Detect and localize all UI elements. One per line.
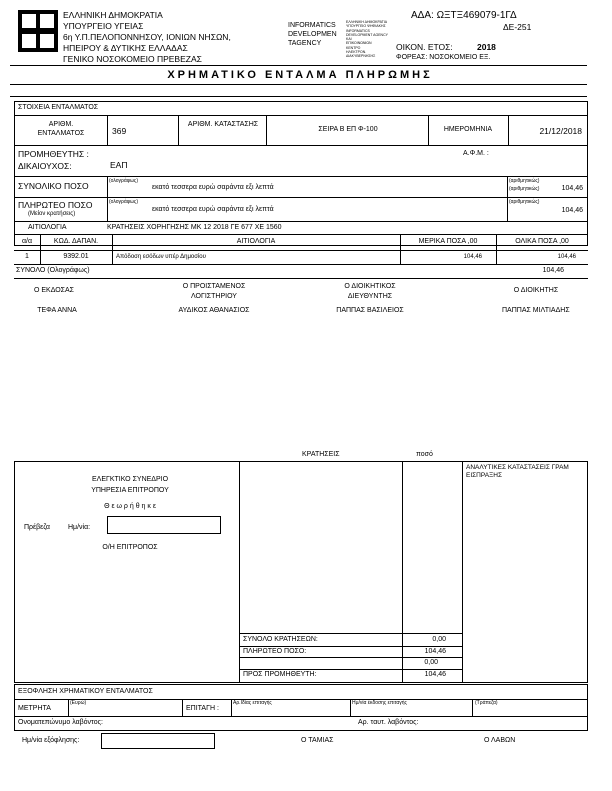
title-rule — [10, 84, 587, 85]
fiscal-year-label: ΟΙΚΟΝ. ΕΤΟΣ: — [396, 42, 453, 52]
table-row-partial: 104,46 — [463, 254, 482, 260]
settlement-rule — [14, 716, 588, 717]
afm-label: Α.Φ.Μ. : — [463, 150, 489, 157]
reason-text: ΚΡΑΤΗΣΕΙΣ ΧΟΡΗΓΗΣΗΣ ΜΚ 12 2018 ΓΕ 677 ΧΕ 1560 — [107, 224, 282, 231]
payable-amount: 104,46 — [561, 207, 583, 214]
cash-label: ΜΕΤΡΗΤΑ — [18, 705, 51, 712]
emblem-logo — [18, 10, 58, 52]
ada-code: ΑΔΑ: ΩΞΤΞ469079-1ΓΔ — [411, 10, 517, 21]
signer-role-accounting: Ο ΠΡΟΙΣΤΑΜΕΝΟΣ ΛΟΓΙΣΤΗΡΙΟΥ — [182, 283, 246, 300]
ida-logo-line-3: TAGENCY — [288, 40, 322, 47]
total-words-label: (ολογράφως) — [109, 178, 139, 184]
ida-small-text: ΕΛΛΗΝΙΚΗ ΔΗΜΟΚΡΑΤΙΑ ΥΠΟΥΡΓΕΙΟ ΨΗΦΙΑΚΗΣ INFORMATICS DEVELOPMENT AGENCY ΚΑΙ ΕΠΙΚΟΙΝΩΝΙΩΝ ΚΕΝΤΡΟ ΗΛΕΚΤΡΟΝ. ΔΙΑΚΥΒΕΡΝΗΣΗΣ — [346, 20, 388, 59]
cheque-date-label: Ημ/νία έκδοσης επιταγής — [352, 700, 407, 706]
table-rule — [14, 234, 588, 235]
table-row-code: 9392.01 — [63, 253, 89, 260]
cheque-label: ΕΠΙΤΑΓΗ : — [186, 705, 219, 712]
beneficiary: ΕΑΠ — [110, 160, 128, 170]
totals-rule — [239, 657, 462, 658]
signer-role-issuer: Ο ΕΚΔΟΣΑΣ — [33, 287, 75, 294]
total-words: εκατό τεσσερα ευρώ σαράντα εξι λεπτά — [152, 184, 274, 191]
col-header-desc: ΑΙΤΙΟΛΟΓΙΑ — [236, 238, 276, 245]
row-rule — [14, 115, 588, 116]
treasurer-label: Ο ΤΑΜΙΑΣ — [301, 737, 334, 744]
order-details-box — [14, 101, 588, 246]
status-no-label: ΑΡΙΘΜ. ΚΑΤΑΣΤΑΣΗΣ — [187, 121, 259, 128]
totals-label-payable: ΠΛΗΡΩΤΕΟ ΠΟΣΟ: — [243, 648, 307, 655]
audit-col-rule — [462, 461, 463, 683]
receiver-label: Ο ΛΑΒΩΝ — [484, 737, 516, 744]
table-rule — [14, 250, 588, 251]
recipient-label: Ονοματεπώνυμο λαβόντος: — [18, 719, 103, 726]
sum-label: ΣΥΝΟΛΟ (Ολογράφως) — [16, 267, 90, 274]
fiscal-year: 2018 — [477, 42, 496, 52]
settle-date-label: Ημ/νία εξόφλησης: — [22, 737, 80, 744]
settlement-col-rule — [231, 699, 232, 716]
settlement-col-rule — [182, 699, 183, 716]
col-rule — [508, 115, 509, 145]
table-rule — [14, 278, 588, 279]
total-label: ΣΥΝΟΛΙΚΟ ΠΟΣΟ — [18, 181, 89, 191]
settlement-rule — [14, 699, 588, 700]
document-title: ΧΡΗΜΑΤΙΚΟ ΕΝΤΑΛΜΑ ΠΛΗΡΩΜΗΣ — [167, 69, 433, 81]
ministry-line-5: ΓΕΝΙΚΟ ΝΟΣΟΚΟΜΕΙΟ ΠΡΕΒΕΖΑΣ — [63, 54, 202, 64]
col-header-partial: ΜΕΡΙΚΑ ΠΟΣΑ ,00 — [418, 238, 478, 245]
order-no-label: ΑΡΙΘΜ. ΕΝΤΑΛΜΑΤΟΣ — [37, 121, 85, 137]
date-label: ΗΜΕΡΟΜΗΝΙΑ — [443, 126, 493, 133]
ministry-line-4: ΗΠΕΙΡΟΥ & ΔΥΤΙΚΗΣ ΕΛΛΑΔΑΣ — [63, 43, 188, 53]
audit-reviewed: Θ ε ω ρ ή θ η κ ε — [104, 503, 156, 510]
table-row-total: 104,46 — [557, 254, 576, 260]
col-header-total: ΟΛΙΚΑ ΠΟΣΑ ,00 — [515, 238, 569, 245]
order-no: 369 — [112, 126, 127, 136]
ida-logo-line-2: DEVELOPMEN — [288, 31, 337, 38]
audit-date-field[interactable] — [107, 516, 221, 534]
col-header-aa: α/α — [21, 238, 33, 245]
col-header-code: ΚΩΔ. ΔΑΠΑΝ. — [53, 238, 99, 245]
totals-value-supplier: 104,46 — [424, 671, 446, 678]
payable-words-label: (ολογράφως) — [109, 199, 139, 205]
payable-label: ΠΛΗΡΩΤΕΟ ΠΟΣΟ — [18, 200, 93, 210]
euro-label: (Ευρώ) — [70, 700, 87, 706]
col-rule — [178, 115, 179, 145]
total-digits-label-2: (αριθμητικώς) — [509, 186, 540, 192]
totals-label-deductions: ΣΥΝΟΛΟ ΚΡΑΤΗΣΕΩΝ: — [243, 636, 318, 643]
total-digits-label: (αριθμητικώς) — [509, 178, 540, 184]
payable-words: εκατό τεσσερα ευρώ σαράντα εξι λεπτά — [152, 206, 274, 213]
row-rule — [14, 145, 588, 146]
signer-name-governor: ΠΑΠΠΑΣ ΜΙΛΤΙΑΔΗΣ — [502, 307, 570, 314]
title-rule-2 — [10, 96, 587, 97]
col-rule — [107, 176, 108, 221]
deductions-label: ΚΡΑΤΗΣΕΙΣ — [302, 451, 340, 458]
totals-rule — [239, 669, 462, 670]
ministry-line-1: ΕΛΛΗΝΙΚΗ ΔΗΜΟΚΡΑΤΙΑ — [63, 10, 163, 20]
audit-commissioner: Ο/Η ΕΠΙΤΡΟΠΟΣ — [102, 544, 158, 551]
ida-logo-line-1: INFORMATICS — [288, 22, 336, 29]
cheque-no-label: Αρ.Ιδίας επιταγής — [233, 700, 272, 706]
audit-col-rule — [239, 461, 240, 683]
agency: ΦΟΡΕΑΣ: ΝΟΣΟΚΟΜΕΙΟ ΕΞ. — [396, 54, 491, 61]
signer-name-accounting: ΑΥΔΙΚΟΣ ΑΘΑΝΑΣΙΟΣ — [178, 307, 250, 314]
totals-rule — [239, 633, 462, 634]
row-rule — [14, 197, 588, 198]
audit-place: Πρέβεζα — [24, 524, 50, 531]
total-amount: 104,46 — [561, 185, 583, 192]
analytic-label: ΑΝΑΛΥΤΙΚΕΣ ΚΑΤΑΣΤΑΣΕΙΣ ΓΡΑΜ ΕΙΣΠΡΑΞΗΣ — [466, 464, 569, 479]
settlement-title: ΕΞΟΦΛΗΣΗ ΧΡΗΜΑΤΙΚΟΥ ΕΝΤΑΛΜΑΤΟΣ — [18, 688, 153, 695]
table-rule — [14, 264, 588, 265]
totals-value-payable: 104,46 — [424, 648, 446, 655]
order-date: 21/12/2018 — [539, 126, 582, 136]
reason-label: ΑΙΤΙΟΛΟΓΙΑ — [28, 224, 67, 231]
settlement-col-rule — [350, 699, 351, 716]
settlement-col-rule — [68, 699, 69, 716]
col-rule — [107, 115, 108, 145]
doc-code: ΔΕ-251 — [503, 22, 532, 32]
settle-date-field[interactable] — [101, 733, 215, 749]
audit-office: ΥΠΗΡΕΣΙΑ ΕΠΙΤΡΟΠΟΥ — [91, 487, 169, 494]
table-row-desc: Απόδοση εσόδων υπέρ Δημοσίου — [116, 254, 206, 260]
audit-date-label: Ημ/νία: — [68, 524, 91, 531]
table-row-aa: 1 — [25, 253, 29, 260]
amount-label: ποσό — [416, 451, 433, 458]
signer-role-admin-director: Ο ΔΙΟΙΚΗΤΙΚΟΣ ΔΙΕΥΘΥΝΤΗΣ — [344, 283, 396, 300]
series: ΣΕΙΡΑ Β ΕΠ Φ-100 — [318, 126, 378, 133]
signer-name-issuer: ΤΕΦΑ ΑΝΝΑ — [37, 307, 77, 314]
totals-label-supplier: ΠΡΟΣ ΠΡΟΜΗΘΕΥΤΗ: — [243, 671, 317, 678]
recipient-id-label: Αρ. ταυτ. λαβόντος: — [358, 719, 419, 726]
ministry-line-2: ΥΠΟΥΡΓΕΙΟ ΥΓΕΙΑΣ — [63, 21, 144, 31]
totals-value-deductions: 0,00 — [432, 636, 446, 643]
sum-amount: 104,46 — [542, 267, 564, 274]
col-rule — [507, 176, 508, 221]
audit-court: ΕΛΕΓΚΤΙΚΟ ΣΥΝΕΔΡΙΟ — [91, 476, 169, 483]
settlement-col-rule — [472, 699, 473, 716]
ministry-line-3: 6η Υ.Π.ΠΕΛΟΠΟΝΝΗΣΟΥ, ΙΟΝΙΩΝ ΝΗΣΩΝ, — [63, 32, 231, 42]
col-rule — [266, 115, 267, 145]
payable-digits-label: (αριθμητικώς) — [509, 199, 540, 205]
bank-label: (Τράπεζα) — [475, 700, 498, 706]
section-label: ΣΤΟΙΧΕΙΑ ΕΝΤΑΛΜΑΤΟΣ — [18, 104, 99, 111]
signer-name-admin-director: ΠΑΠΠΑΣ ΒΑΣΙΛΕΙΟΣ — [336, 307, 404, 314]
totals-value-blank: 0,00 — [424, 659, 438, 666]
payable-sub: (Μείον κρατήσεις) — [28, 211, 76, 217]
header-rule — [10, 65, 587, 66]
signer-role-governor: Ο ΔΙΟΙΚΗΤΗΣ — [513, 287, 559, 294]
beneficiary-label: ΠΡΟΜΗΘΕΥΤΗΣ : ΔΙΚΑΙΟΥΧΟΣ: — [18, 149, 89, 171]
row-rule — [14, 221, 588, 222]
totals-rule — [239, 646, 462, 647]
row-rule — [14, 176, 588, 177]
